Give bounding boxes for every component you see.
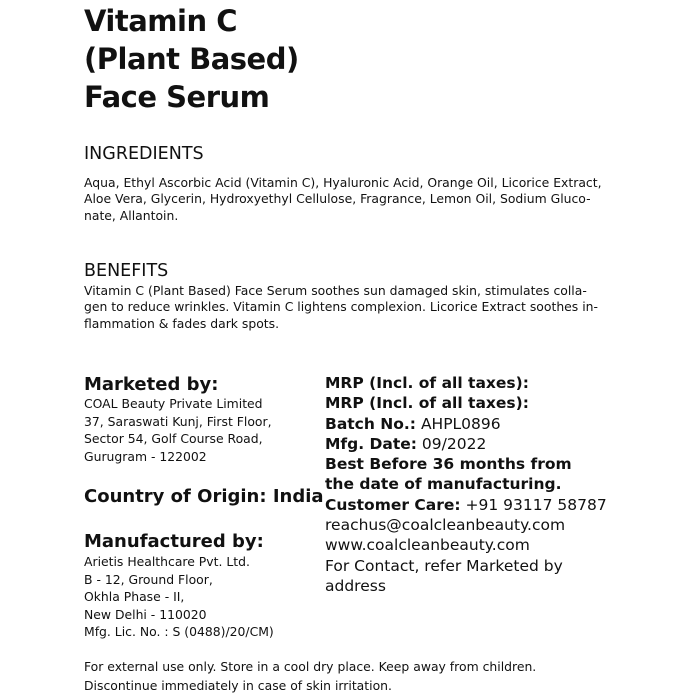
contact-note-line: address — [325, 576, 386, 595]
license-number: Mfg. Lic. No. : S (0488)/20/CM) — [84, 624, 274, 640]
ingredients-text — [84, 175, 609, 224]
mfg-date — [325, 434, 655, 454]
manufactured-by-heading: Manufactured by: — [84, 531, 264, 552]
address-line: B - 12, Ground Floor, — [84, 571, 213, 587]
benefits-line: Vitamin C (Plant Based) Face Serum soothes sun damaged skin, stimulates colla- — [84, 283, 587, 298]
customer-care-label: Customer Care: — [325, 495, 461, 514]
warning-line: For external use only. Store in a cool dry place. Keep away from children. — [84, 659, 537, 674]
ingredients-line: Aloe Vera, Glycerin, Hydroxyethyl Cellulose, Fragrance, Lemon Oil, Sodium Gluco- — [84, 191, 591, 207]
address-line: 37, Saraswati Kunj, First Floor, — [84, 413, 272, 429]
customer-care-value: +91 93117 58787 — [460, 495, 607, 514]
address-line: Okhla Phase - II, — [84, 589, 185, 605]
customer-care — [325, 495, 655, 515]
address-line: New Delhi - 110020 — [84, 606, 207, 622]
benefits-line: flammation & fades dark spots. — [84, 315, 280, 331]
mfg-date-label: Mfg. Date: — [325, 434, 417, 453]
contact-note-line: For Contact, refer Marketed by — [325, 556, 563, 575]
warning-line: Discontinue immediately in case of skin irritation. — [84, 677, 392, 693]
mfg-date-value: 09/2022 — [417, 434, 487, 453]
best-before-line: Best Before 36 months from — [325, 455, 572, 474]
mrp-line: MRP (Incl. of all taxes): — [325, 374, 529, 392]
address-line: Arietis Healthcare Pvt. Ltd. — [84, 554, 250, 569]
mrp-line: MRP (Incl. of all taxes): — [325, 394, 529, 413]
manufactured-by-address — [84, 553, 274, 641]
ingredients-heading: INGREDIENTS — [84, 144, 204, 164]
benefits-text — [84, 283, 609, 332]
ingredients-line: Aqua, Ethyl Ascorbic Acid (Vitamin C), Hyaluronic Acid, Orange Oil, Licorice Extract, — [84, 175, 602, 190]
batch-label: Batch No.: — [325, 414, 417, 433]
country-of-origin: Country of Origin: India — [84, 486, 324, 507]
benefits-heading: BENEFITS — [84, 261, 169, 281]
website: www.coalcleanbeauty.com — [325, 536, 530, 555]
best-before-line: the date of manufacturing. — [325, 475, 562, 494]
address-line: COAL Beauty Private Limited — [84, 396, 263, 411]
benefits-line: gen to reduce wrinkles. Vitamin C lightens complexion. Licorice Extract soothes in- — [84, 299, 598, 315]
product-details — [325, 373, 655, 596]
batch-value: AHPL0896 — [416, 414, 501, 433]
usage-warning — [84, 658, 536, 695]
product-title-line: (Plant Based) — [84, 42, 299, 76]
address-line: Gurugram - 122002 — [84, 448, 207, 464]
product-title — [84, 2, 644, 116]
product-title-line: Vitamin C — [84, 4, 237, 38]
contact-email: reachus@coalcleanbeauty.com — [325, 516, 566, 535]
marketed-by-heading: Marketed by: — [84, 374, 219, 395]
marketed-by-address — [84, 395, 272, 465]
batch-number — [325, 414, 655, 434]
ingredients-line: nate, Allantoin. — [84, 207, 179, 223]
product-title-line: Face Serum — [84, 80, 270, 114]
address-line: Sector 54, Golf Course Road, — [84, 431, 263, 447]
